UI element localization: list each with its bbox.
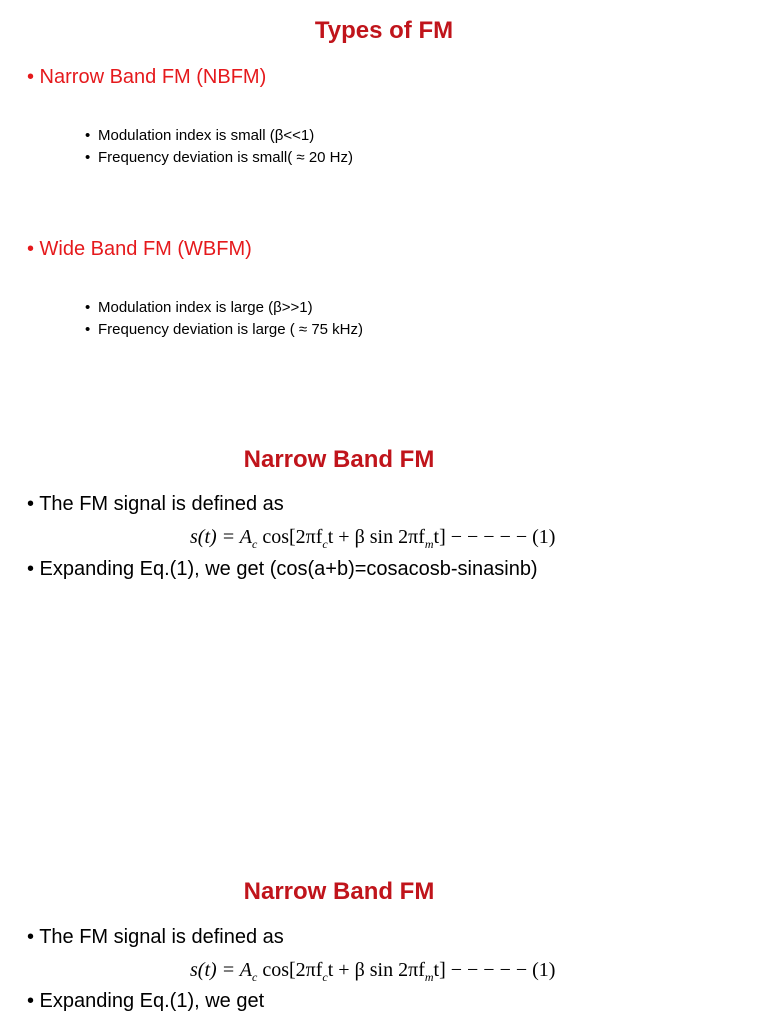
wbfm-heading: • Wide Band FM (WBFM) (27, 238, 252, 260)
fm-signal-equation-2: $s(t) = A_c$ $\cos[2\pi f_ct + \beta$ $\sin 2\pi f_mt$] − − − − − (1) (190, 959, 556, 984)
expanding-eq-text: • Expanding Eq.(1), we get (cos(a+b)=cosacosb-sinasinb) (27, 558, 538, 580)
nbfm-point-1: • Modulation index is small (β<<1) (85, 127, 315, 144)
nbfm-heading: • Narrow Band FM (NBFM) (27, 66, 267, 88)
slide-title-narrow-band-fm: Narrow Band FM (243, 446, 435, 473)
fm-signal-equation: $s(t) = A_c$ $\cos[2\pi f_ct + \beta$ $\sin 2\pi f_mt$] − − − − − (1) (190, 526, 556, 551)
fm-signal-defined-text: • The FM signal is defined as (27, 493, 284, 515)
slide-title-types-of-fm: Types of FM (314, 17, 454, 44)
slide-title-narrow-band-fm-2: Narrow Band FM (243, 878, 435, 905)
nbfm-point-2: • Frequency deviation is small( ≈ 20 Hz) (85, 149, 353, 166)
fm-signal-defined-text-2: • The FM signal is defined as (27, 926, 284, 948)
expanding-eq-text-2: • Expanding Eq.(1), we get (27, 990, 265, 1012)
wbfm-point-1: • Modulation index is large (β>>1) (85, 299, 313, 316)
wbfm-point-2: • Frequency deviation is large ( ≈ 75 kHz) (85, 321, 364, 338)
